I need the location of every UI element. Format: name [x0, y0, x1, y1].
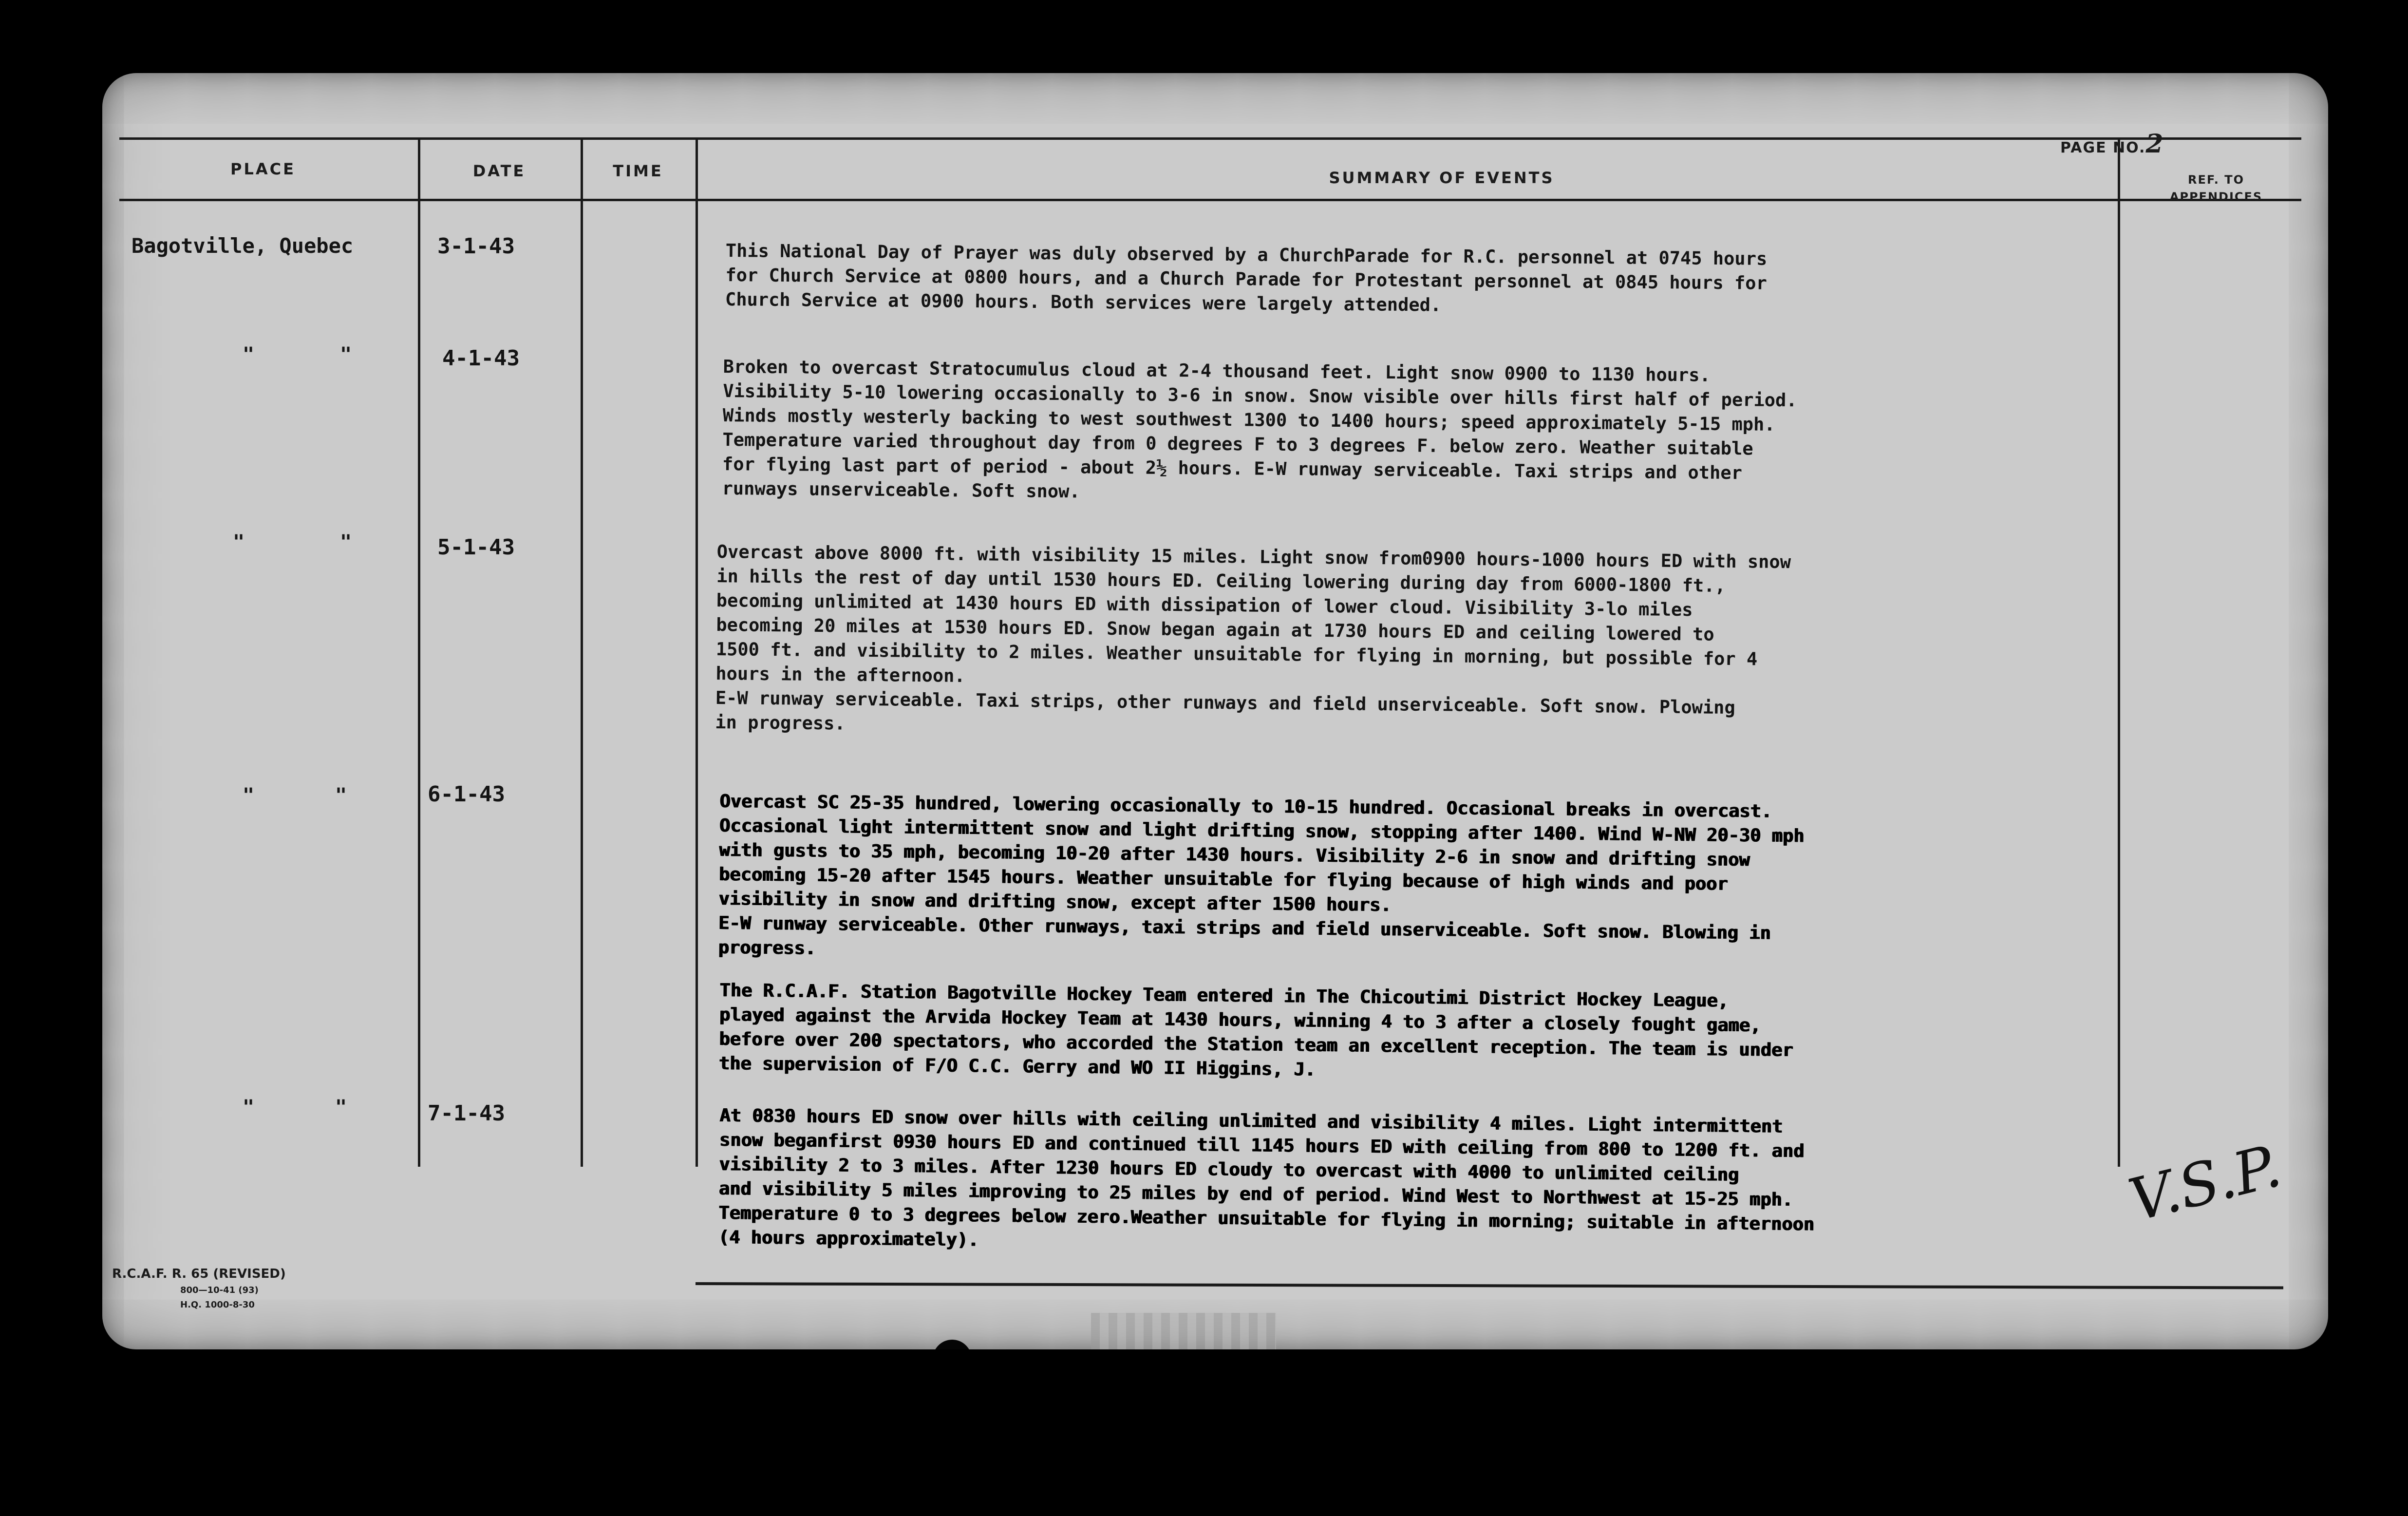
entry-date: 4-1-43: [442, 346, 520, 371]
col-header-summary: SUMMARY OF EVENTS: [1329, 169, 1555, 187]
entry-summary: The R.C.A.F. Station Bagotville Hockey Team entered in The Chicoutimi District Hockey League, played against the Arvida Hockey Team at 1430 hours, winning 4 to 3 after a closely fought game, before over 200 spectators, who accorded the Station team an excellent reception. The team is under the supervision of F/O C.C. Gerry and WO II Higgins, J.: [718, 979, 1794, 1080]
summary-ref-divider: [2118, 139, 2120, 1167]
entry-summary: Broken to overcast Stratocumulus cloud at 2-4 thousand feet. Light snow 0900 to 1130 hours. Visibility 5-10 lowering occasionally to 3-6 in snow. Snow visible over hills first half of period. Winds mostly westerly backing to west southwest 1300 to 1400 hours; speed approximately 5-15 mph. Temperature varied throughout day from 0 degrees F to 3 degrees F. below zero. Weather suitable for flying last part of period - about 2½ hours. E-W runway serviceable. Taxi strips and other runways unserviceable. Soft snow.: [722, 356, 1797, 502]
ditto-mark: ": [335, 784, 347, 807]
ditto-mark: ": [243, 784, 255, 807]
form-id-line3: H.Q. 1000-8-30: [180, 1300, 255, 1310]
place-text: Bagotville, Quebec: [132, 234, 354, 258]
col-header-time: TIME: [613, 162, 663, 180]
entry-summary: Overcast above 8000 ft. with visibility 15 miles. Light snow from0900 hours-1000 hours ED with snow in hills the rest of day until 1530 hours ED. Ceiling lowering during day from 6000-1800 ft., becoming unlimited at 1430 hours ED with dissipation of lower cloud. Visibility 3-lo miles becoming 20 miles at 1530 hours ED. Snow began again at 1730 hours ED and ceiling lowered to 1500 ft. and visibility to 2 miles. Weather unsuitable for flying in morning, but possible for 4 hours in the afternoon. E-W runway serviceable. Taxi strips, other runways and field unserviceable. Soft snow. Plowing in progress.: [715, 541, 1791, 734]
bottom-rule: [696, 1282, 2283, 1289]
punch-hole: [933, 1340, 972, 1349]
entry-summary: Overcast SC 25-35 hundred, lowering occasionally to 10-15 hundred. Occasional breaks in overcast. Occasional light intermittent snow and light drifting snow, stopping after 1400. Wind W-NW 20-30 mph with gusts to 35 mph, becoming 10-20 after 1430 hours. Visibility 2-6 in snow and drifting snow becoming 15-20 after 1545 hours. Weather unsuitable for flying because of high winds and poor visibility in snow and drifting snow, except after 1500 hours. E-W runway serviceable. Other runways, taxi strips and field unserviceable. Soft snow. Blowing in progress.: [718, 790, 1805, 959]
entry-date: 5-1-43: [437, 535, 515, 560]
page-no-label: [2060, 129, 2164, 159]
entry-date: 7-1-43: [428, 1101, 505, 1126]
col-header-date: DATE: [472, 162, 526, 180]
entry-summary: This National Day of Prayer was duly observed by a ChurchParade for R.C. personnel at 0745 hours for Church Service at 0800 hours, and a Church Parade for Protestant personnel at 0845 hours for Church Service at 0900 hours. Both services were largely attended.: [725, 240, 1768, 316]
top-rule: [119, 137, 2301, 140]
page-no-value: 2: [2145, 129, 2164, 159]
diary-card: [102, 73, 2328, 1349]
ditto-mark: ": [243, 1096, 255, 1118]
col-header-ref-line2: APPENDICES: [2169, 190, 2263, 204]
page-no-text: PAGE NO.: [2060, 139, 2146, 156]
ditto-mark: ": [243, 343, 255, 366]
ditto-mark: ": [340, 531, 352, 553]
time-summary-divider: [696, 139, 698, 1167]
place-date-divider: [418, 139, 420, 1167]
form-id-line2: 800—10-41 (93): [180, 1285, 259, 1295]
handwritten-initials: V.S.P.: [2122, 1132, 2288, 1235]
entry-date: 6-1-43: [428, 782, 505, 807]
date-time-divider: [581, 139, 583, 1167]
ditto-mark: ": [340, 343, 352, 366]
form-id-line1: R.C.A.F. R. 65 (REVISED): [112, 1267, 286, 1281]
ditto-mark: ": [233, 531, 245, 553]
bleed-through-stamp: [1091, 1313, 1276, 1349]
header-bottom-rule: [119, 199, 2301, 201]
entry-summary: At 0830 hours ED snow over hills with ceiling unlimited and visibility 4 miles. Light intermittent snow beganfirst 0930 hours ED and continued till 1145 hours ED with ceiling from 800 to 1200 ft. and visibility 2 to 3 miles. After 1230 hours ED cloudy to overcast with 4000 to unlimited ceiling and visibility 5 miles improving to 25 miles by end of period. Wind West to Northwest at 15-25 mph. Temperature 0 to 3 degrees below zero.Weather unsuitable for flying in morning; suitable in afternoon (4 hours approximately).: [718, 1104, 1815, 1251]
ditto-mark: ": [335, 1096, 347, 1118]
entry-date: 3-1-43: [437, 234, 515, 259]
col-header-ref-line1: REF. TO: [2188, 173, 2244, 187]
col-header-place: PLACE: [230, 160, 296, 178]
